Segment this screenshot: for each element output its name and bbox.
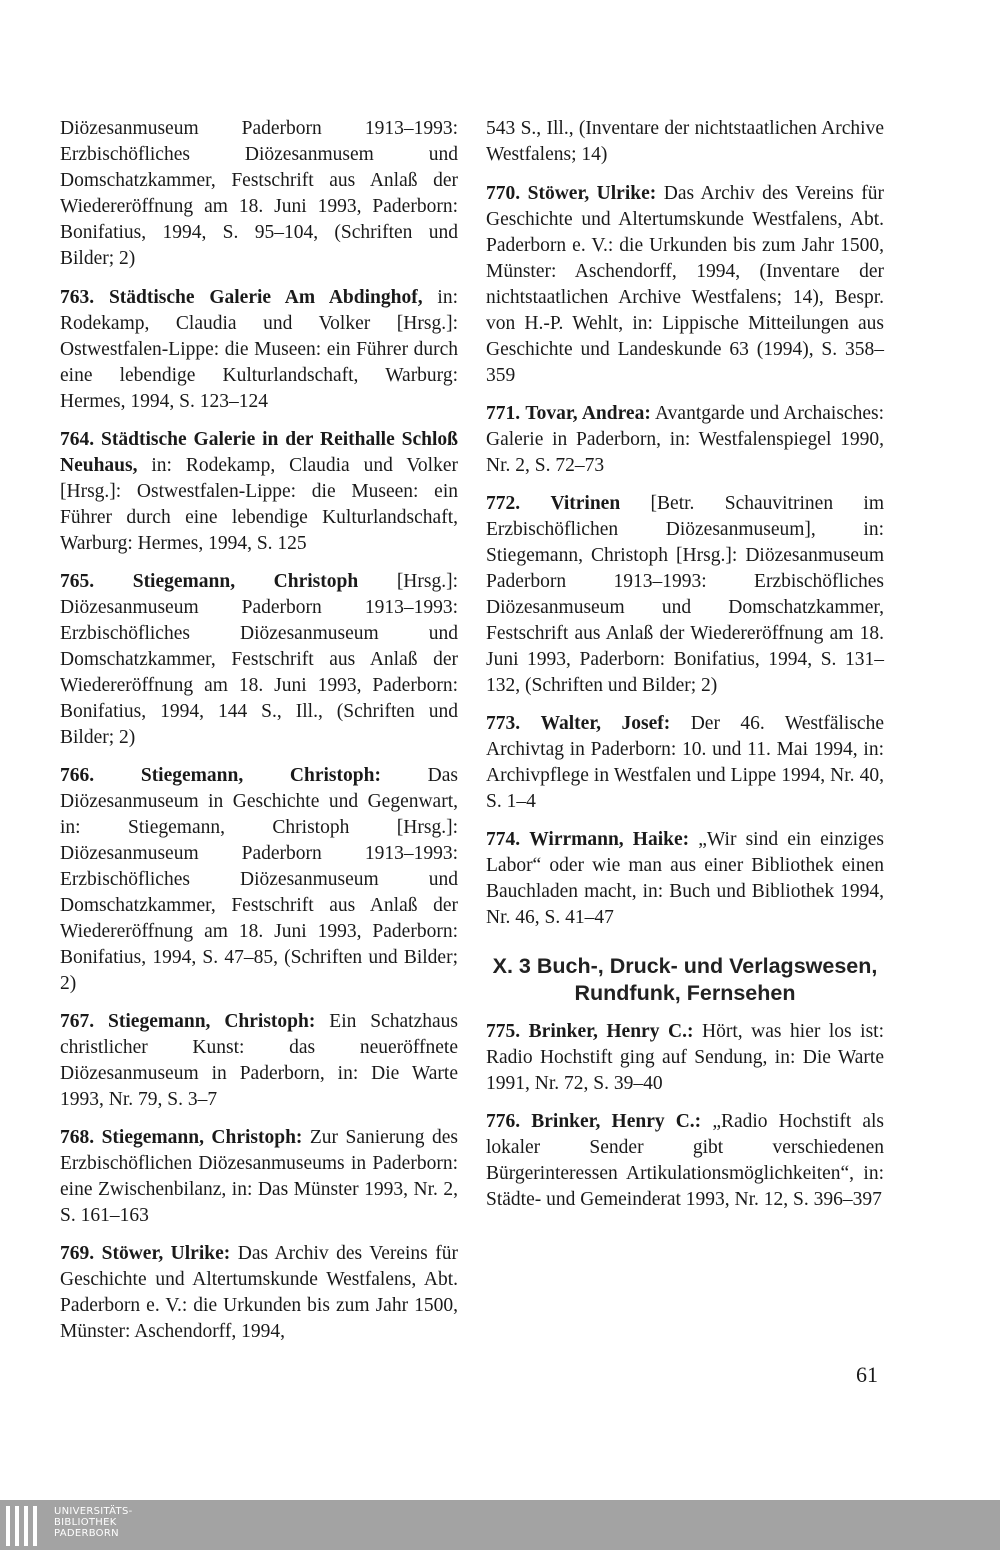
entry-number: 768. <box>60 1127 95 1148</box>
entry-number: 766. <box>60 765 95 786</box>
entry-author: Tovar, Andrea: <box>525 403 651 424</box>
entry-author: Vitrinen <box>550 493 621 514</box>
library-footer <box>0 1500 1000 1550</box>
bibliography-entry <box>486 827 884 931</box>
entry-author: Stiegemann, Christoph <box>132 571 359 592</box>
section-heading: X. 3 Buch-, Druck- und Verlagswesen, Rundfunk, Fernsehen <box>492 954 878 1005</box>
page-number: 61 <box>856 1362 878 1387</box>
entry-author: Stiegemann, Christoph: <box>101 1127 303 1148</box>
entry-text: [Hrsg.]: Diözesanmuseum Paderborn 1913–1993: Erzbischöfliches Diözesanmuseum und Domschatzkammer, Festschrift aus Anlaß der Wiedereröffnung am 18. Juni 1993, Paderborn: Bonifatius, 1994, 144 S., Ill., (Schriften und Bilder; 2) <box>60 571 459 748</box>
library-logo-icon <box>6 1506 46 1546</box>
entry-number: 775. <box>486 1021 521 1042</box>
bibliography-entry <box>60 1125 458 1229</box>
bibliography-entry <box>60 1009 458 1113</box>
entry-text: Ein Schatzhaus christlicher Kunst: das neueröffnete Diözesanmuseum in Paderborn, in: Die Warte 1993, Nr. 79, S. 3–7 <box>60 1011 458 1110</box>
entry-number: 769. <box>60 1243 95 1264</box>
entry-author: Walter, Josef: <box>540 713 671 734</box>
entry-number: 763. <box>60 287 95 308</box>
entry-author: Stiegemann, Christoph: <box>108 1011 316 1032</box>
bibliography-entry <box>60 285 458 415</box>
left-column <box>60 116 458 1357</box>
bibliography-entry <box>60 427 458 557</box>
bibliography-entry <box>486 116 884 168</box>
entry-author: Stöwer, Ulrike: <box>527 183 657 204</box>
bibliography-entry <box>60 569 458 751</box>
entry-text: Das Archiv des Vereins für Geschichte und Altertumskunde Westfalens, Abt. Paderborn e. V.: die Urkunden bis zum Jahr 1500, Münster: Aschendorff, 1994, (Inventare der nichtstaatlichen Archive Westfalens; 14), Bespr. von H.-P. Wehlt, in: Lippische Mitteilungen aus Geschichte und Landeskunde 63 (1994), S. 358–359 <box>486 183 885 386</box>
entry-author: Brinker, Henry C.: <box>531 1111 702 1132</box>
entry-text: in: Rodekamp, Claudia und Volker [Hrsg.]: Ostwestfalen-Lippe: die Museen: ein Führer durch eine lebendige Kulturlandschaft, Warburg: Hermes, 1994, S. 123–124 <box>60 287 459 412</box>
entry-author: Städtische Galerie Am Abdinghof, <box>108 287 423 308</box>
bibliography-entry <box>486 711 884 815</box>
entry-number: 771. <box>486 403 521 424</box>
entry-text: Das Archiv des Vereins für Geschichte und Altertumskunde Westfalens, Abt. Paderborn e. V.: die Urkunden bis zum Jahr 1500, Münster: Aschendorff, 1994, <box>60 1243 459 1342</box>
bibliography-entry <box>60 116 458 272</box>
entry-author: Wirrmann, Haike: <box>529 829 690 850</box>
entry-author: Stiegemann, Christoph: <box>140 765 381 786</box>
logo-line: PADERBORN <box>54 1528 119 1539</box>
bibliography-entry <box>60 1241 458 1345</box>
entry-text: Avantgarde und Archaisches: Galerie in Paderborn, in: Westfalenspiegel 1990, Nr. 2, S. 72–73 <box>486 403 884 476</box>
entry-author: Städtische Galerie in der Reithalle Schloß Neuhaus, <box>60 429 459 476</box>
library-logo-text <box>54 1506 133 1539</box>
bibliography-entry <box>486 1109 884 1213</box>
entry-text: „Wir sind ein einziges Labor“ oder wie man aus einer Bibliothek einen Bauchladen macht, in: Buch und Bibliothek 1994, Nr. 46, S. 41–47 <box>486 829 885 928</box>
entry-text: [Betr. Schauvitrinen im Erzbischöflichen Diözesanmuseum], in: Stiegemann, Christoph [Hrsg.]: Diözesanmuseum Paderborn 1913–1993: Erzbischöfliches Diözesanmuseum und Domschatzkammer, Festschrift aus Anlaß der Wiedereröffnung am 18. Juni 1993, Paderborn: Bonifatius, 1994, S. 131–132, (Schriften und Bilder; 2) <box>486 493 885 696</box>
entry-text: „Radio Hochstift als lokaler Sender gibt verschiedenen Bürgerinteressen Artikulationsmöglichkeiten“, in: Städte- und Gemeinderat 1993, Nr. 12, S. 396–397 <box>486 1111 885 1210</box>
entry-number: 772. <box>486 493 521 514</box>
right-column <box>486 116 884 1225</box>
entry-author: Brinker, Henry C.: <box>528 1021 694 1042</box>
entry-number: 767. <box>60 1011 95 1032</box>
entry-text: Hört, was hier los ist: Radio Hochstift ging auf Sendung, in: Die Warte 1991, Nr. 72, S. 39–40 <box>486 1021 885 1094</box>
entry-number: 764. <box>60 429 95 450</box>
entry-number: 770. <box>486 183 521 204</box>
entry-number: 776. <box>486 1111 521 1132</box>
bibliography-entry <box>486 491 884 699</box>
bibliography-entry <box>486 401 884 479</box>
bibliography-entry <box>486 1019 884 1097</box>
bibliography-entry <box>486 181 884 389</box>
bibliography-entry <box>60 763 458 997</box>
entry-number: 774. <box>486 829 521 850</box>
entry-text: Diözesanmuseum Paderborn 1913–1993: Erzbischöfliches Diözesanmusem und Domschatzkammer, Festschrift aus Anlaß der Wiedereröffnung am 18. Juni 1993, Paderborn: Bonifatius, 1994, S. 95–104, (Schriften und Bilder; 2) <box>60 118 458 269</box>
entry-text: Zur Sanierung des Erzbischöflichen Diözesanmuseums in Paderborn: eine Zwischenbilanz, in: Das Münster 1993, Nr. 2, S. 161–163 <box>60 1127 458 1226</box>
entry-author: Stöwer, Ulrike: <box>101 1243 231 1264</box>
entry-number: 765. <box>60 571 95 592</box>
entry-text: Das Diözesanmuseum in Geschichte und Gegenwart, in: Stiegemann, Christoph [Hrsg.]: Diözesanmuseum Paderborn 1913–1993: Erzbischöfliches Diözesanmuseum und Domschatzkammer, Festschrift aus Anlaß der Wiedereröffnung am 18. Juni 1993, Paderborn: Bonifatius, 1994, S. 47–85, (Schriften und Bilder; 2) <box>60 765 458 994</box>
logo-line: BIBLIOTHEK <box>54 1517 117 1528</box>
logo-line: UNIVERSITÄTS- <box>54 1506 133 1517</box>
entry-text: 543 S., Ill., (Inventare der nichtstaatlichen Archive Westfalens; 14) <box>486 118 884 165</box>
entry-text: in: Rodekamp, Claudia und Volker [Hrsg.]: Ostwestfalen-Lippe: die Museen: ein Führer durch eine lebendige Kulturlandschaft, Warburg: Hermes, 1994, S. 125 <box>60 455 458 554</box>
entry-number: 773. <box>486 713 521 734</box>
entry-text: Der 46. Westfälische Archivtag in Paderborn: 10. und 11. Mai 1994, in: Archivpflege in Westfalen und Lippe 1994, Nr. 40, S. 1–4 <box>486 713 884 812</box>
